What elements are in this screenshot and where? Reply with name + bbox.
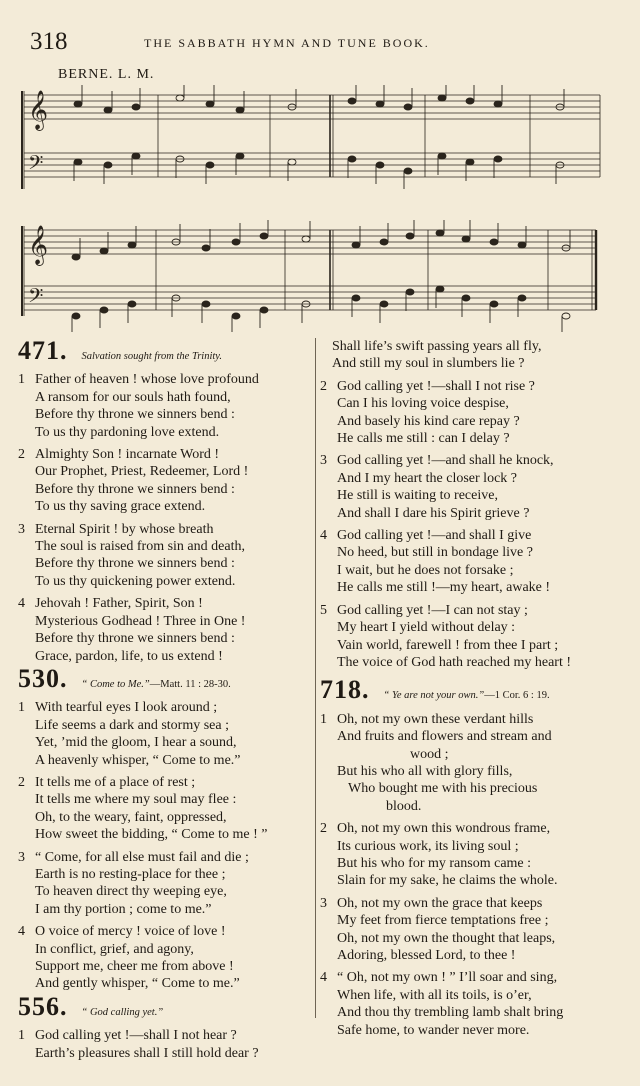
verse-line: He calls me still !—my heart, awake ! bbox=[337, 580, 551, 596]
verse-line: But his who all with glory fills, bbox=[337, 763, 513, 779]
stanza-number: 1 bbox=[18, 372, 25, 388]
running-title: THE SABBATH HYMN AND TUNE BOOK. bbox=[144, 36, 430, 50]
stanza-number: 3 bbox=[320, 453, 327, 469]
verse-line: Support me, cheer me from above ! bbox=[35, 959, 234, 974]
stanza-number: 4 bbox=[18, 596, 25, 612]
verse-line: Our Prophet, Priest, Redeemer, Lord ! bbox=[35, 464, 249, 480]
verse-line: And thou thy trembling lamb shalt bring bbox=[337, 1005, 564, 1021]
verse-line: He still is waiting to receive, bbox=[337, 488, 498, 504]
hymn-471 bbox=[18, 336, 310, 665]
music-staff-1 bbox=[0, 85, 640, 193]
verse-line: Slain for my sake, he claims the whole. bbox=[337, 873, 558, 889]
verse-line: Adoring, blessed Lord, to thee ! bbox=[337, 948, 516, 963]
verse-line: 1 Father of heaven ! whose love profound bbox=[18, 372, 259, 388]
stanza-number: 2 bbox=[18, 774, 25, 790]
verse-line: The voice of God hath reached my heart ! bbox=[337, 654, 572, 670]
svg-text:𝄢: 𝄢 bbox=[28, 284, 44, 312]
verse-line: 2 Almighty Son ! incarnate Word ! bbox=[18, 447, 220, 463]
music-staff-2 bbox=[0, 220, 640, 332]
hymn-718 bbox=[320, 675, 620, 1039]
verse-line: The soul is raised from sin and death, bbox=[35, 539, 245, 555]
right-column bbox=[320, 338, 620, 1044]
scripture-reference: —Matt. 11 : 28-30. bbox=[149, 678, 231, 690]
verse-line: Life seems a dark and stormy sea ; bbox=[35, 717, 229, 733]
verse-line: I wait, but he does not forsake ; bbox=[337, 562, 514, 578]
hymn-subtitle: Salvation sought from the Trinity. bbox=[81, 351, 222, 362]
hymn-number: 530. bbox=[18, 663, 68, 693]
hymn-header bbox=[18, 336, 310, 365]
verse-line: To heaven direct thy weeping eye, bbox=[35, 884, 227, 900]
verse-line: To us thy saving grace extend. bbox=[35, 499, 206, 515]
verse-line: 3 Oh, not my own the grace that keeps bbox=[320, 895, 543, 911]
verse-line: 1 Oh, not my own these verdant hills bbox=[320, 711, 534, 727]
verse-line: A ransom for our souls hath found, bbox=[35, 389, 231, 405]
stanza-number: 4 bbox=[320, 528, 327, 544]
verse-line: 3 God calling yet !—and shall he knock, bbox=[320, 453, 554, 469]
verse-line: 4 God calling yet !—and shall I give bbox=[320, 528, 532, 544]
verse-line: And gently whisper, “ Come to me.” bbox=[35, 976, 240, 992]
verse-line: Earth is no resting-place for thee ; bbox=[35, 866, 226, 882]
svg-text:𝄞: 𝄞 bbox=[28, 225, 49, 265]
stanza bbox=[18, 849, 310, 919]
hymn-header bbox=[320, 675, 620, 705]
scripture-reference: —1 Cor. 6 : 19. bbox=[484, 690, 550, 702]
stanza-number: 4 bbox=[320, 970, 327, 986]
stanza bbox=[320, 378, 620, 448]
svg-text:𝄢: 𝄢 bbox=[28, 151, 44, 179]
verse-line: Yet, ’mid the gloom, I hear a sound, bbox=[35, 735, 237, 751]
hymn-530 bbox=[18, 663, 310, 993]
hymn-556 bbox=[18, 991, 310, 1062]
left-column bbox=[18, 336, 310, 1067]
verse-line: Can I his loving voice despise, bbox=[337, 396, 509, 412]
hymn-header bbox=[18, 991, 310, 1021]
verse-line: And fruits and flowers and stream and bbox=[337, 729, 552, 745]
stanza bbox=[18, 1027, 310, 1062]
verse-line: A heavenly whisper, “ Come to me.” bbox=[35, 752, 241, 768]
column-divider bbox=[315, 338, 316, 1018]
stanza bbox=[18, 595, 310, 665]
stanza-number: 2 bbox=[320, 821, 327, 837]
verse-line: Before thy throne we sinners bend : bbox=[35, 556, 235, 572]
verse-line: 1 With tearful eyes I look around ; bbox=[18, 700, 218, 716]
verse-line: It tells me where my soul may flee : bbox=[35, 792, 237, 808]
stanza bbox=[18, 371, 310, 441]
verse-line: But his who for my ransom came : bbox=[337, 855, 532, 871]
stanza-continued bbox=[320, 338, 620, 373]
verse-line: Oh, not my own the thought that leaps, bbox=[337, 930, 556, 946]
verse-line: 4 O voice of mercy ! voice of love ! bbox=[18, 924, 226, 940]
verse-line-continuation: wood ; bbox=[410, 746, 449, 762]
stanza-number: 3 bbox=[320, 895, 327, 911]
svg-text:𝄞: 𝄞 bbox=[28, 90, 49, 130]
verse-line: 3 “ Come, for all else must fail and die ; bbox=[18, 849, 249, 865]
verse-line: And shall I dare his Spirit grieve ? bbox=[337, 505, 530, 521]
hymn-subtitle: “ Come to Me.”—Matt. 11 : 28-30. bbox=[81, 678, 231, 690]
stanza bbox=[320, 711, 620, 815]
tune-title: BERNE. L. M. bbox=[58, 67, 155, 82]
verse-line: Before thy throne we sinners bend : bbox=[35, 631, 235, 647]
verse-line: He calls me still : can I delay ? bbox=[337, 431, 510, 447]
stanza bbox=[18, 446, 310, 516]
stanza bbox=[18, 699, 310, 769]
hymn-number: 718. bbox=[320, 675, 370, 705]
verse-line: My feet from fierce temptations free ; bbox=[337, 913, 549, 929]
verse-line: My heart I yield without delay : bbox=[337, 620, 516, 636]
stanza bbox=[320, 452, 620, 522]
stanza-number: 2 bbox=[18, 447, 25, 463]
stanza-number: 4 bbox=[18, 924, 25, 940]
verse-line: Oh, to the weary, faint, oppressed, bbox=[35, 809, 227, 825]
verse-line: Vain world, farewell ! from thee I part ; bbox=[337, 637, 559, 653]
stanza bbox=[320, 527, 620, 597]
verse-line: Before thy throne we sinners bend : bbox=[35, 407, 235, 423]
hymn-number: 556. bbox=[18, 991, 68, 1021]
hymn-header bbox=[18, 663, 310, 693]
stanza bbox=[18, 521, 310, 591]
verse-line: I am thy portion ; come to me.” bbox=[35, 901, 212, 917]
stanza-number: 1 bbox=[18, 700, 25, 716]
stanza bbox=[320, 969, 620, 1039]
verse-line: 1 God calling yet !—shall I not hear ? bbox=[18, 1028, 237, 1044]
stanza-number: 1 bbox=[18, 1028, 25, 1044]
hymn-subtitle: “ Ye are not your own.”—1 Cor. 6 : 19. bbox=[383, 690, 550, 702]
music-system-1 bbox=[0, 85, 640, 193]
verse-line: 2 God calling yet !—shall I not rise ? bbox=[320, 378, 535, 394]
stanza bbox=[320, 602, 620, 672]
verse-line: Mysterious Godhead ! Three in One ! bbox=[35, 613, 246, 629]
stanza-number: 2 bbox=[320, 378, 327, 394]
verse-line-continuation: blood. bbox=[386, 798, 422, 814]
verse-line: Shall life’s swift passing years all fly, bbox=[332, 339, 542, 354]
verse-line: Before thy throne we sinners bend : bbox=[35, 481, 235, 497]
verse-line: And I my heart the closer lock ? bbox=[337, 470, 517, 486]
verse-line: How sweet the bidding, “ Come to me ! ” bbox=[35, 827, 268, 843]
page-number: 318 bbox=[30, 28, 68, 55]
verse-line: No heed, but still in bondage live ? bbox=[337, 545, 533, 561]
stanza bbox=[320, 820, 620, 890]
stanza-number: 5 bbox=[320, 602, 327, 618]
verse-line: 2 Oh, not my own this wondrous frame, bbox=[320, 821, 551, 837]
verse-line: Safe home, to wander never more. bbox=[337, 1022, 530, 1038]
verse-line: 5 God calling yet !—I can not stay ; bbox=[320, 602, 528, 618]
verse-line: 3 Eternal Spirit ! by whose breath bbox=[18, 521, 214, 537]
verse-line: 4 “ Oh, not my own ! ” I’ll soar and sing, bbox=[320, 970, 558, 986]
hymn-number: 471. bbox=[18, 336, 68, 365]
verse-line: And still my soul in slumbers lie ? bbox=[332, 356, 525, 372]
verse-line: And basely his kind care repay ? bbox=[337, 413, 520, 429]
verse-line: Grace, pardon, life, to us extend ! bbox=[35, 648, 223, 664]
verse-line: When life, with all its toils, is o’er, bbox=[337, 987, 532, 1003]
stanza bbox=[18, 923, 310, 993]
verse-line: Who bought me with his precious bbox=[348, 781, 538, 797]
verse-line: Its curious work, its living soul ; bbox=[337, 838, 519, 854]
stanza-number: 1 bbox=[320, 711, 327, 727]
verse-line: To us thy quickening power extend. bbox=[35, 573, 236, 589]
verse-line: 4 Jehovah ! Father, Spirit, Son ! bbox=[18, 596, 203, 612]
verse-line: To us thy pardoning love extend. bbox=[35, 424, 220, 440]
hymn-subtitle: “ God calling yet.” bbox=[81, 1006, 164, 1018]
stanza-number: 3 bbox=[18, 849, 25, 865]
verse-line: Earth’s pleasures shall I still hold dear ? bbox=[35, 1045, 259, 1061]
music-system-2 bbox=[0, 220, 640, 332]
verse-line: 2 It tells me of a place of rest ; bbox=[18, 774, 196, 790]
verse-line: In conflict, grief, and agony, bbox=[35, 941, 194, 957]
stanza-number: 3 bbox=[18, 521, 25, 537]
stanza bbox=[320, 895, 620, 965]
stanza bbox=[18, 774, 310, 844]
